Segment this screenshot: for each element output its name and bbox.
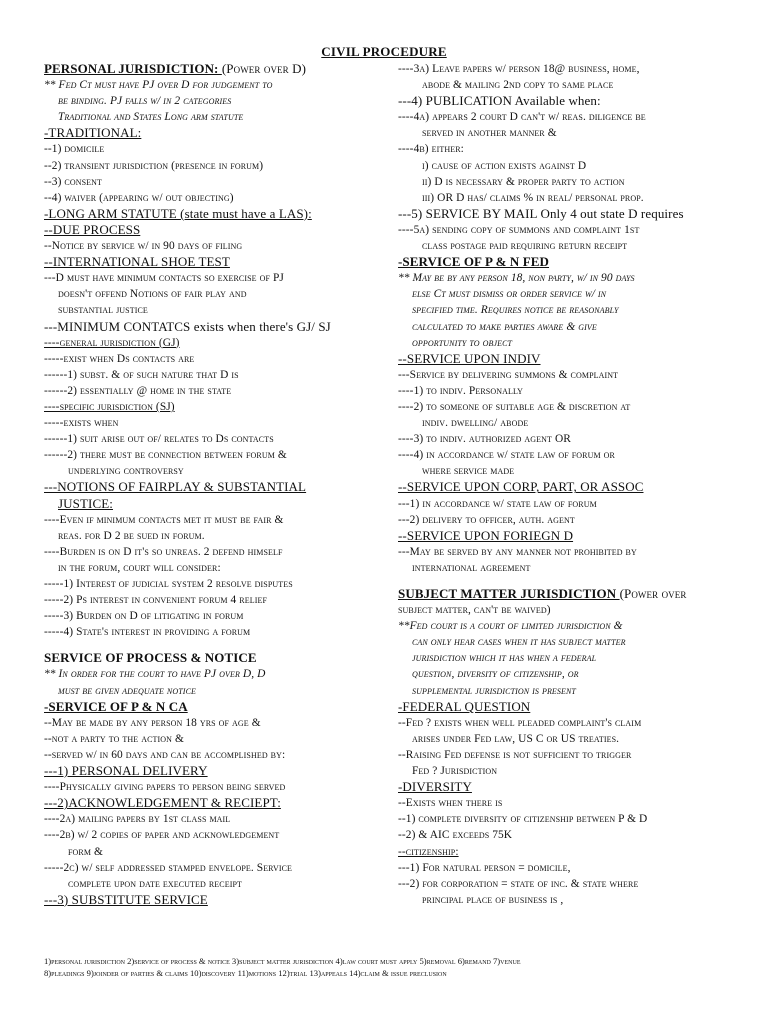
note-line: jurisdiction which it has when a federal	[412, 652, 597, 665]
outline-line: --SERVICE UPON INDIV	[398, 350, 541, 366]
footer-line: 1)personal jurisdiction 2)service of process & notice 3)subject matter jurisdiction 4)law court must apply 5)removal 6)remand 7)venue	[44, 956, 521, 966]
outline-line: --1) complete diversity of citizenship between P & D	[398, 813, 648, 826]
outline-line: --served w/ in 60 days and can be accomplished by:	[44, 748, 286, 761]
note-line: be binding. PJ falls w/ in 2 categories	[58, 95, 232, 108]
page-title: CIVIL PROCEDURE	[321, 44, 447, 59]
outline-line: --INTERNATIONAL SHOE TEST	[44, 254, 230, 270]
outline-line: indiv. dwelling/ abode	[422, 417, 529, 430]
outline-line: -----4) State's interest in providing a forum	[44, 626, 251, 639]
outline-line: international agreement	[412, 561, 531, 574]
outline-line: ---MINIMUM CONTATCS exists when there's GJ/ SJ	[44, 318, 331, 334]
outline-line: ---1) For natural person = domicile,	[398, 861, 571, 874]
outline-line: i) cause of action exists against D	[422, 159, 587, 172]
outline-line: ----4) in accordance w/ state law of forum or	[398, 449, 615, 462]
outline-line: ----2a) mailing papers by 1st class mail	[44, 813, 231, 826]
outline-line: -TRADITIONAL:	[44, 125, 142, 141]
outline-line: ----2) to someone of suitable age & discretion at	[398, 400, 631, 413]
footer-index	[44, 955, 756, 979]
section-heading: -SERVICE OF P & N CA	[44, 698, 188, 714]
section-heading: SUBJECT MATTER JURISDICTION (Power over	[398, 586, 687, 601]
outline-line: ----4a) appears 2 court D can't w/ reas. diligence be	[398, 111, 646, 124]
outline-line: ---2) delivery to officer, auth. agent	[398, 513, 575, 526]
outline-line: --DUE PROCESS	[44, 221, 141, 237]
outline-line: -LONG ARM STATUTE (state must have a LAS):	[44, 205, 312, 221]
outline-line: ----Even if minimum contacts met it must be fair &	[44, 513, 284, 526]
outline-line: ----3) to indiv. authorized agent OR	[398, 433, 572, 446]
section-heading: SERVICE OF PROCESS & NOTICE	[44, 650, 257, 666]
outline-line: principal place of business is ,	[422, 893, 564, 906]
outline-line: ---2)ACKNOWLEDGEMENT & RECIEPT:	[44, 795, 281, 811]
outline-line: ---D must have minimum contacts so exercise of PJ	[44, 272, 284, 285]
outline-line: ------1) suit arise out of/ relates to Ds contacts	[44, 433, 274, 446]
outline-line: ---1) PERSONAL DELIVERY	[44, 763, 208, 779]
note-line: question, diversity of citizenship, or	[412, 668, 579, 681]
outline-line: --Notice by service w/ in 90 days of filing	[44, 240, 243, 253]
note-line: else Ct must dismiss or order service w/ in	[412, 288, 607, 301]
outline-line: --2) & AIC exceeds 75K	[398, 829, 513, 842]
outline-line: underlying controversy	[68, 465, 184, 478]
note-line: calculated to make parties aware & give	[412, 320, 597, 333]
outline-line: --Exists when there is	[398, 797, 503, 810]
outline-line: --May be made by any person 18 yrs of age &	[44, 716, 261, 729]
note-line: **Fed court is a court of limited jurisdiction &	[398, 620, 623, 633]
outline-line: --Raising Fed defense is not sufficient to trigger	[398, 748, 632, 761]
note-line: must be given adequate notice	[58, 684, 196, 697]
outline-line: ---2) for corporation = state of inc. & state where	[398, 877, 639, 890]
outline-line: ----general jurisdiction (GJ)	[44, 336, 180, 349]
outline-line: -----1) Interest of judicial system 2 resolve disputes	[44, 578, 293, 590]
section-heading: PERSONAL JURISDICTION: (Power over D)	[44, 61, 307, 76]
outline-line: --3) consent	[44, 175, 103, 188]
outline-line: ii) D is necessary & proper party to action	[422, 175, 625, 188]
outline-line: class postage paid requiring return receipt	[422, 240, 628, 253]
outline-line: ----3a) Leave papers w/ person 18@ business, home,	[398, 63, 640, 75]
note-line: ** Fed Ct must have PJ over D for judgement to	[44, 79, 273, 92]
right-column	[398, 61, 743, 908]
note-line: ** May be by any person 18, non party, w/ in 90 days	[398, 272, 635, 285]
outline-line: ------2) there must be connection between forum &	[44, 449, 287, 462]
outline-line: -DIVERSITY	[398, 779, 472, 795]
outline-line: abode & mailing 2nd copy to same place	[422, 79, 614, 92]
outline-line: subject matter, can't be waived)	[398, 604, 551, 617]
outline-line: --4) waiver (appearing w/ out objecting)	[44, 191, 234, 204]
outline-line: -----3) Burden on D of litigating in forum	[44, 610, 244, 623]
outline-line: ---4) PUBLICATION Available when:	[398, 93, 601, 109]
outline-line: --2) transient jurisdiction (presence in forum)	[44, 159, 264, 172]
outline-line: iii) OR D has/ claims % in real/ personal prop.	[422, 191, 644, 204]
note-line: opportunity to object	[412, 336, 513, 349]
outline-line: ----4b) either:	[398, 143, 464, 156]
outline-line: in the forum, court will consider:	[58, 561, 221, 574]
outline-line: -FEDERAL QUESTION	[398, 698, 531, 714]
outline-line: --not a party to the action &	[44, 732, 184, 745]
outline-line: --citizenship:	[398, 845, 459, 858]
outline-line	[398, 576, 743, 586]
note-line: ** In order for the court to have PJ over D, D	[44, 668, 266, 681]
outline-line: served in another manner &	[422, 127, 557, 140]
outline-line: where service made	[422, 465, 515, 478]
footer-line: 8)pleadings 9)joinder of parties & claims 10)discovery 11)motions 12)trial 13)appeals 14)claim & issue preclusion	[44, 968, 447, 978]
outline-line: -----2) Ps interest in convenient forum 4 relief	[44, 594, 267, 607]
outline-line: reas. for D 2 be sued in forum.	[58, 529, 205, 542]
outline-line: ----2b) w/ 2 copies of paper and acknowledgement	[44, 829, 280, 842]
outline-line: -----2c) w/ self addressed stamped envelope. Service	[44, 861, 293, 874]
outline-line: --Fed ? exists when well pleaded complaint's claim	[398, 716, 642, 729]
outline-line: doesn't offend Notions of fair play and	[58, 288, 247, 301]
outline-line: arises under Fed law, US C or US treaties.	[412, 732, 620, 745]
outline-line: form &	[68, 845, 103, 858]
outline-line: ---May be served by any manner not prohibited by	[398, 545, 637, 558]
outline-line: ------1) subst. & of such nature that D is	[44, 368, 239, 381]
note-line: supplemental jurisdiction is present	[412, 684, 576, 697]
note-line: can only hear cases when it has subject matter	[412, 636, 626, 649]
outline-line: --1) domicile	[44, 143, 105, 156]
outline-line: -----exists when	[44, 417, 119, 430]
outline-line: --SERVICE UPON FORIEGN D	[398, 527, 574, 543]
outline-line: ---1) in accordance w/ state law of forum	[398, 497, 597, 510]
outline-line	[44, 640, 394, 650]
note-line: Traditional and States Long arm statute	[58, 111, 244, 124]
outline-line: ------2) essentially @ home in the state	[44, 384, 232, 397]
outline-line: substantial justice	[58, 304, 148, 317]
outline-line: ---5) SERVICE BY MAIL Only 4 out state D requires	[398, 205, 684, 221]
section-heading: -SERVICE OF P & N FED	[398, 254, 550, 270]
outline-line: --SERVICE UPON CORP, PART, OR ASSOC	[398, 479, 644, 495]
outline-line: complete upon date executed receipt	[68, 877, 242, 890]
outline-line: ---NOTIONS OF FAIRPLAY & SUBSTANTIAL	[44, 479, 307, 495]
outline-line: ----Physically giving papers to person being served	[44, 781, 286, 794]
outline-line: ----Burden is on D it's so unreas. 2 defend himself	[44, 545, 283, 558]
outline-line: ----5a) sending copy of summons and complaint 1st	[398, 223, 640, 236]
outline-line: ----specific jurisdiction (SJ)	[44, 400, 175, 413]
left-column	[44, 61, 394, 908]
outline-line: -----exist when Ds contacts are	[44, 352, 195, 365]
outline-line: Fed ? Jurisdiction	[412, 765, 498, 778]
outline-line: ---3) SUBSTITUTE SERVICE	[44, 891, 208, 907]
outline-line: JUSTICE:	[58, 495, 113, 511]
outline-line: ----1) to indiv. Personally	[398, 384, 524, 397]
note-line: specified time. Requires notice be reasonably	[412, 304, 619, 317]
outline-line: ---Service by delivering summons & complaint	[398, 368, 619, 381]
